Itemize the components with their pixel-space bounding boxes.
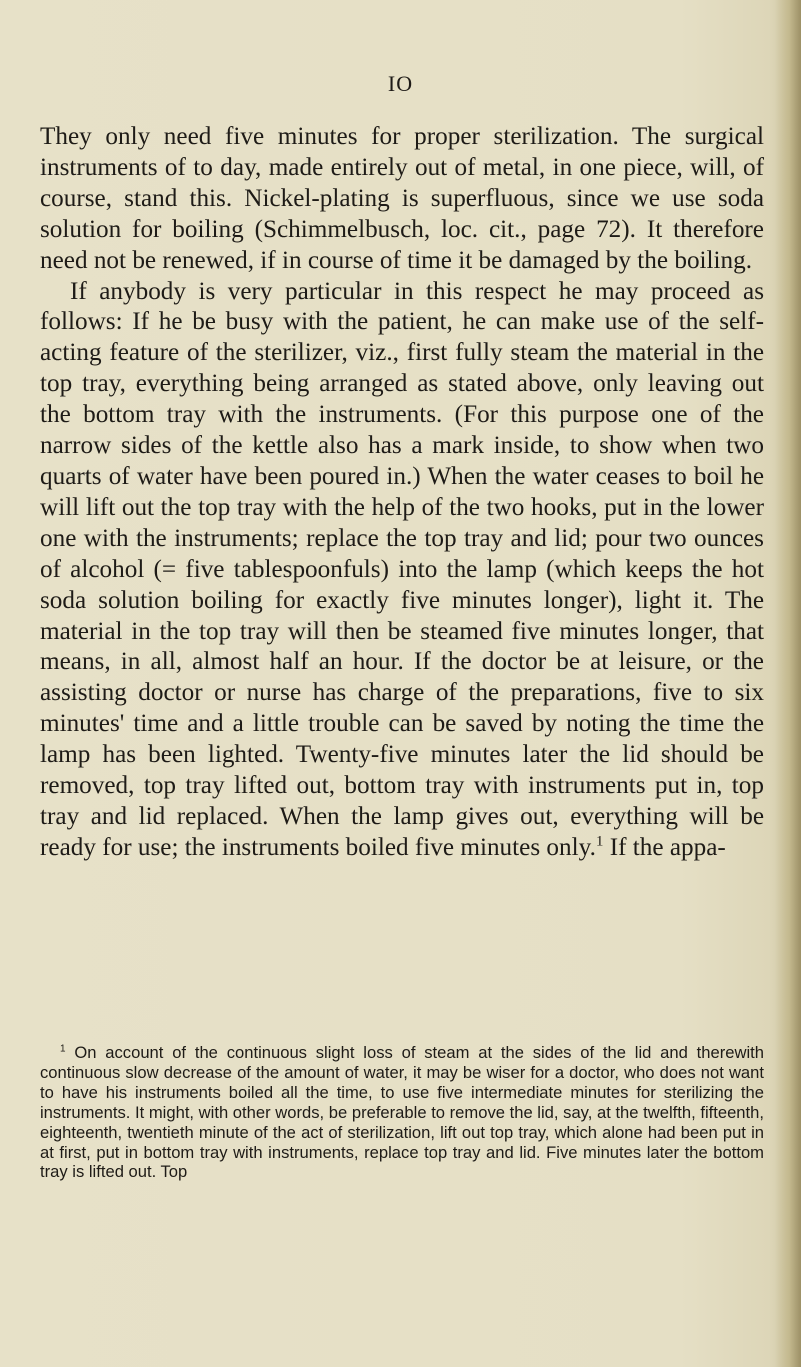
paragraph-2-tail: If the appa- bbox=[603, 833, 726, 861]
body-text bbox=[40, 122, 764, 864]
paragraph-2 bbox=[40, 277, 764, 864]
paragraph-2-text: If anybody is very particular in this respect he may proceed as follows: If he be busy with the patient, he can make use of the self-acting feature of the sterilizer, viz., first fully steam the material in the top tray, everything being arranged as stated above, only leaving out the bottom tray with the instruments. (For this purpose one of the narrow sides of the kettle also has a mark inside, to show when two quarts of water have been poured in.) When the water ceases to boil he will lift out the top tray with the help of the two hooks, put in the lower one with the instruments; replace the top tray and lid; pour two ounces of alcohol (= five tablespoonfuls) into the lamp (which keeps the hot soda solution boiling for exactly five minutes longer), light it. The material in the top tray will then be steamed five minutes longer, that means, in all, almost half an hour. If the doctor be at leisure, or the assisting doctor or nurse has charge of the preparations, five to six minutes' time and a little trouble can be saved by noting the time the lamp has been lighted. Twenty-five minutes later the lid should be removed, top tray lifted out, bottom tray with instruments put in, top tray and lid replaced. When the lamp gives out, everything will be ready for use; the instruments boiled five minutes only. bbox=[40, 277, 764, 861]
page-number: IO bbox=[387, 71, 414, 96]
footnote-text: On account of the continuous slight loss of steam at the sides of the lid and therewith continuous slow decrease of the amount of water, it may be wiser for a doctor, who does not want to have his instruments boiled all the time, to use five intermediate minutes for sterilizing the instruments. It might, with other words, be preferable to remove the lid, say, at the twelfth, fifteenth, eighteenth, twentieth minute of the act of sterilization, lift out top tray, which alone had been put in at first, put in bottom tray with instruments, replace top tray and lid. Five minutes later the bottom tray is lifted out. Top bbox=[40, 1043, 764, 1182]
footnote-reference: 1 bbox=[595, 833, 604, 850]
paragraph-1: They only need five minutes for proper sterilization. The surgical instruments of to day, made entirely out of metal, in one piece, will, of course, stand this. Nickel-plating is superfluous, since we use soda solution for boiling (Schimmelbusch, loc. cit., page 72). It therefore need not be renewed, if in course of time it be damaged by the boiling. bbox=[40, 123, 764, 274]
footnote bbox=[40, 1043, 764, 1182]
page-edge-shadow bbox=[775, 0, 801, 1367]
footnote-marker: 1 bbox=[60, 1043, 66, 1055]
